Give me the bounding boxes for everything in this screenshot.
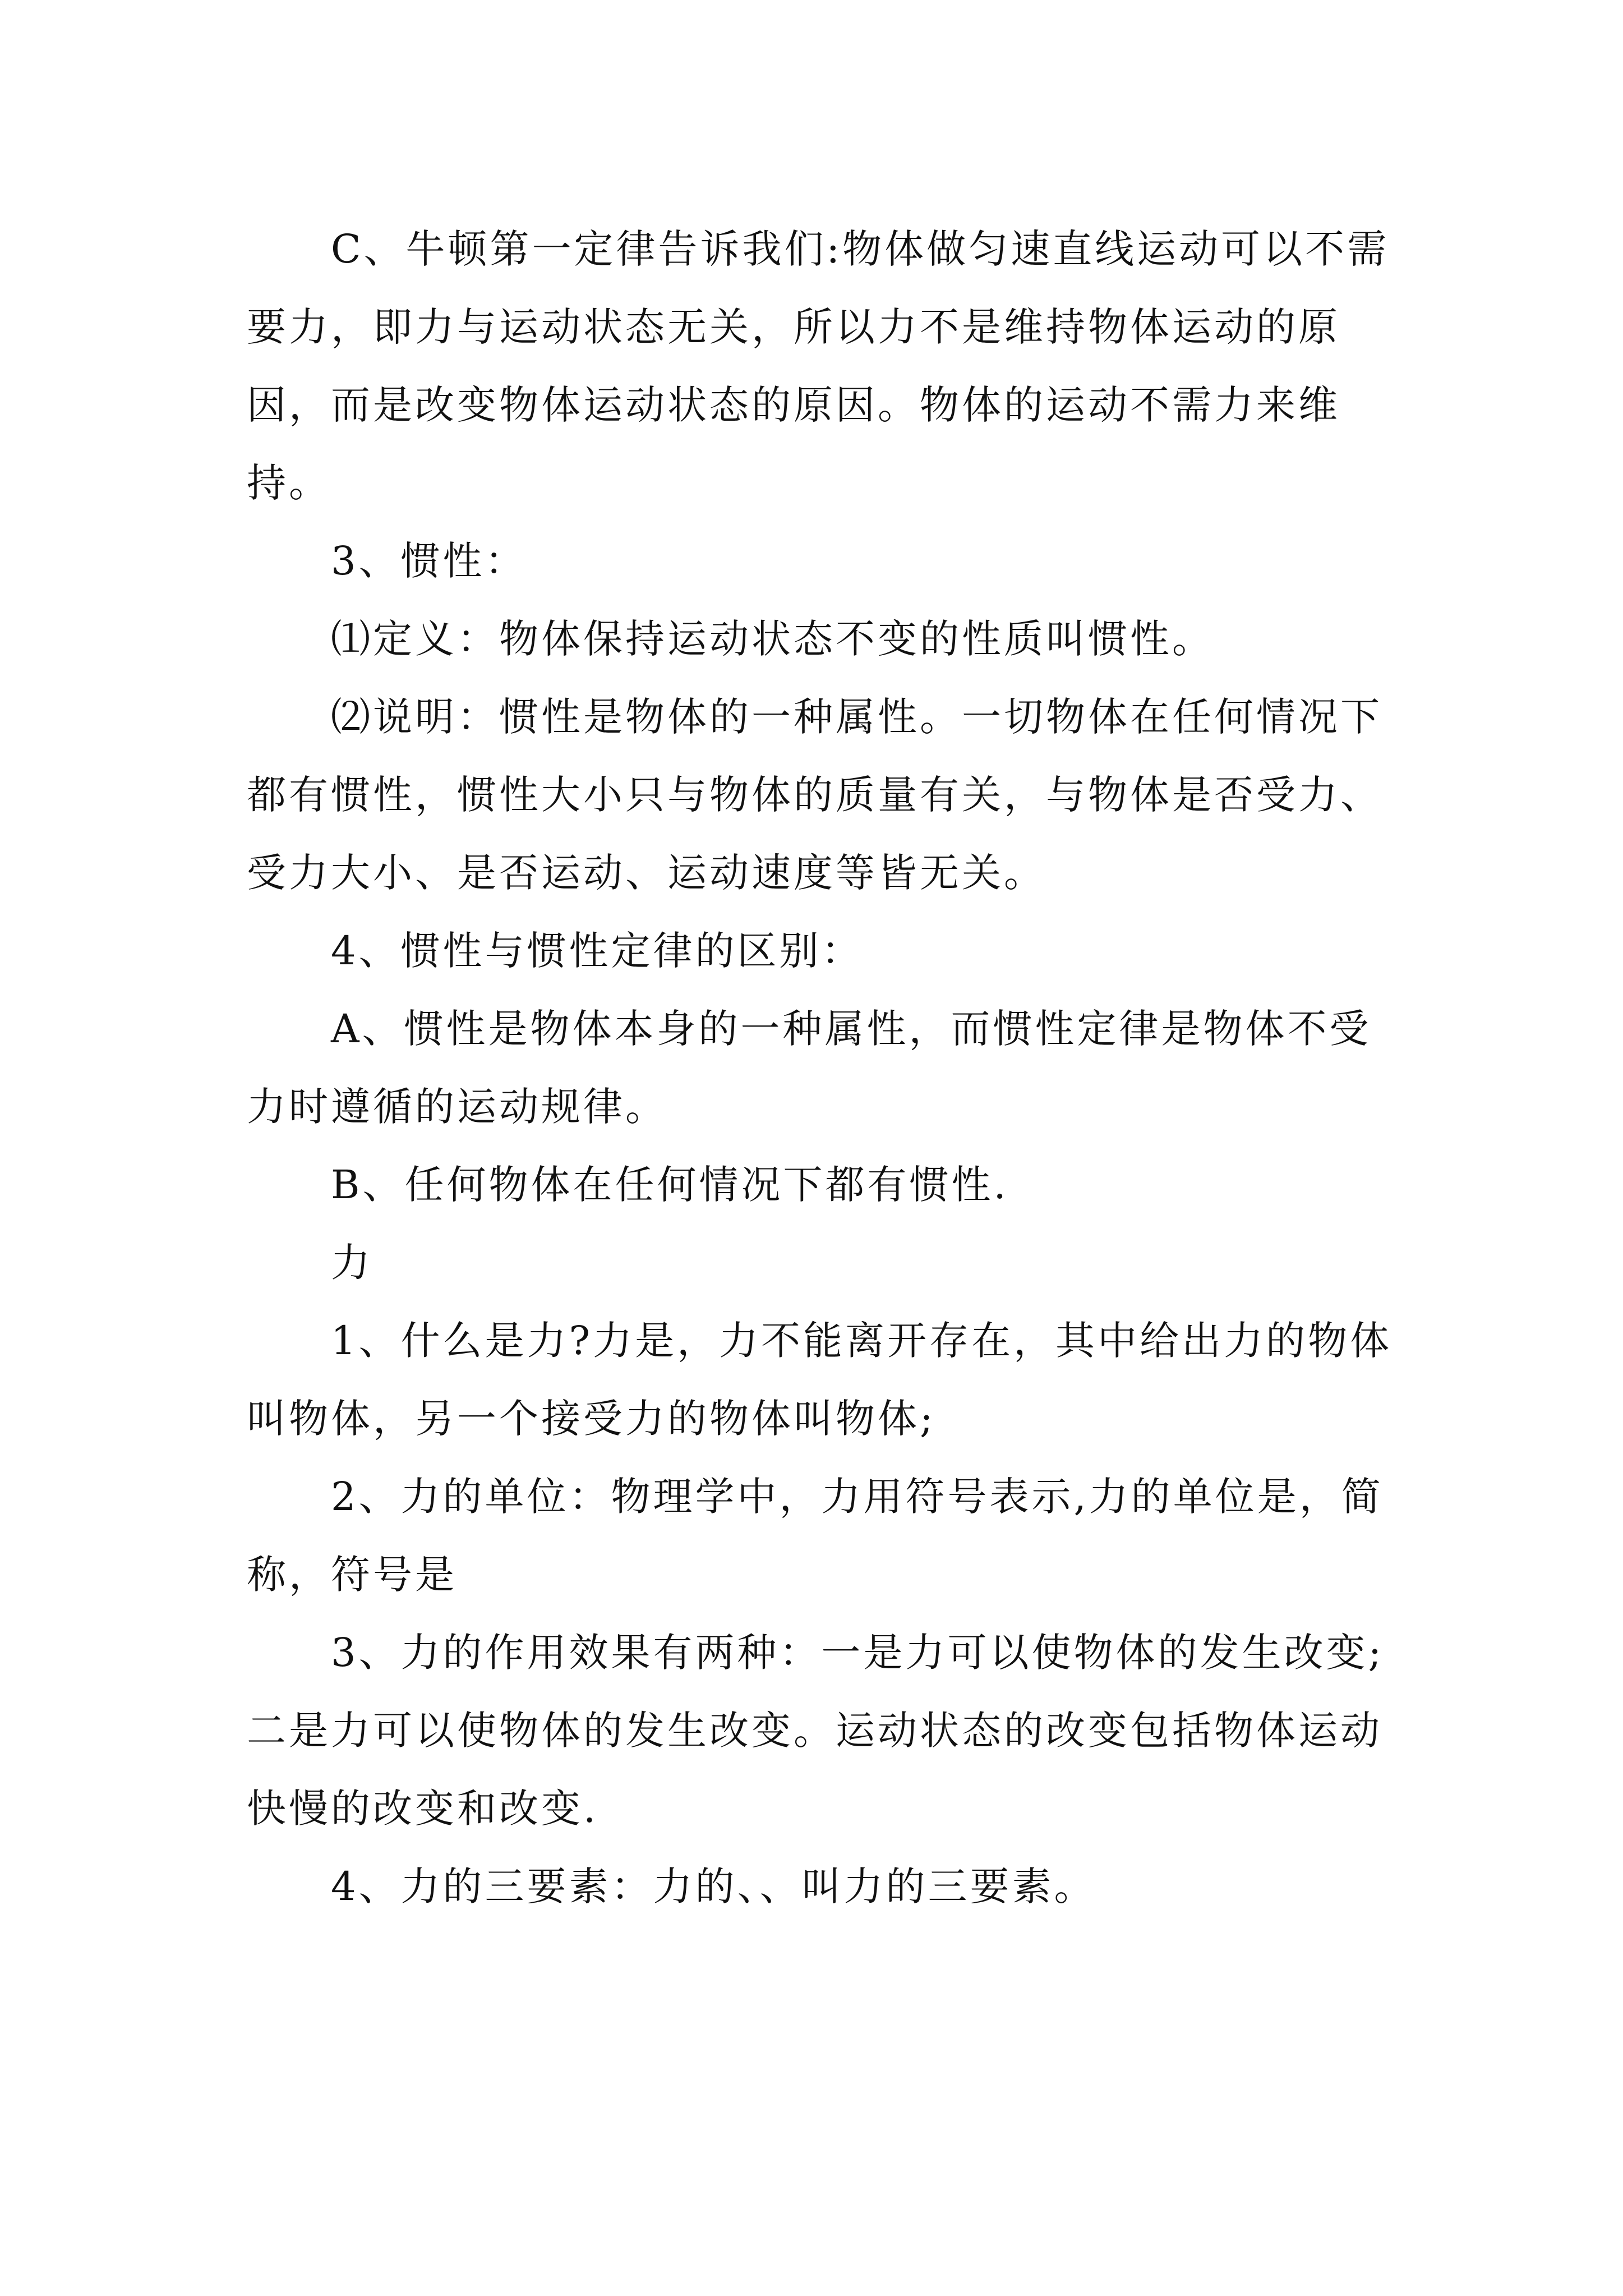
paragraph-difference-b: B、任何物体在任何情况下都有惯性. [331,1162,1009,1208]
paragraph-what-is-force: 1、什么是力?力是，力不能离开存在，其中给出力的物体叫物体，另一个接受力的物体叫物体; [247,1318,1393,1442]
paragraph-force-effects: 3、力的作用效果有两种：一是力可以使物体的发生改变;二是力可以使物体的发生改变。运动状态的改变包括物体运动快慢的改变和改变. [247,1630,1385,1832]
paragraph-inertia-definition: ⑴定义：物体保持运动状态不变的性质叫惯性。 [331,616,1214,662]
paragraph-difference-a: A、惯性是物体本身的一种属性，而惯性定律是物体不受力时遵循的运动规律。 [247,1006,1372,1130]
paragraph-force-unit: 2、力的单位：物理学中，力用符号表示,力的单位是，简称，符号是 [247,1474,1384,1598]
document-body [247,210,1408,1926]
heading-inertia-vs-law: 4、惯性与惯性定律的区别： [331,928,864,974]
paragraph-force-three-elements: 4、力的三要素：力的、、叫力的三要素。 [331,1864,1096,1910]
heading-inertia: 3、惯性： [331,538,527,584]
paragraph-newton-first-law-meaning: C、牛顿第一定律告诉我们:物体做匀速直线运动可以不需要力，即力与运动状态无关，所以力不是维持物体运动的原因，而是改变物体运动状态的原因。物体的运动不需力来维持。 [247,226,1390,506]
section-title-force: 力 [331,1240,373,1286]
paragraph-inertia-explanation: ⑵说明：惯性是物体的一种属性。一切物体在任何情况下都有惯性，惯性大小只与物体的质量有关，与物体是否受力、受力大小、是否运动、运动速度等皆无关。 [247,694,1382,896]
